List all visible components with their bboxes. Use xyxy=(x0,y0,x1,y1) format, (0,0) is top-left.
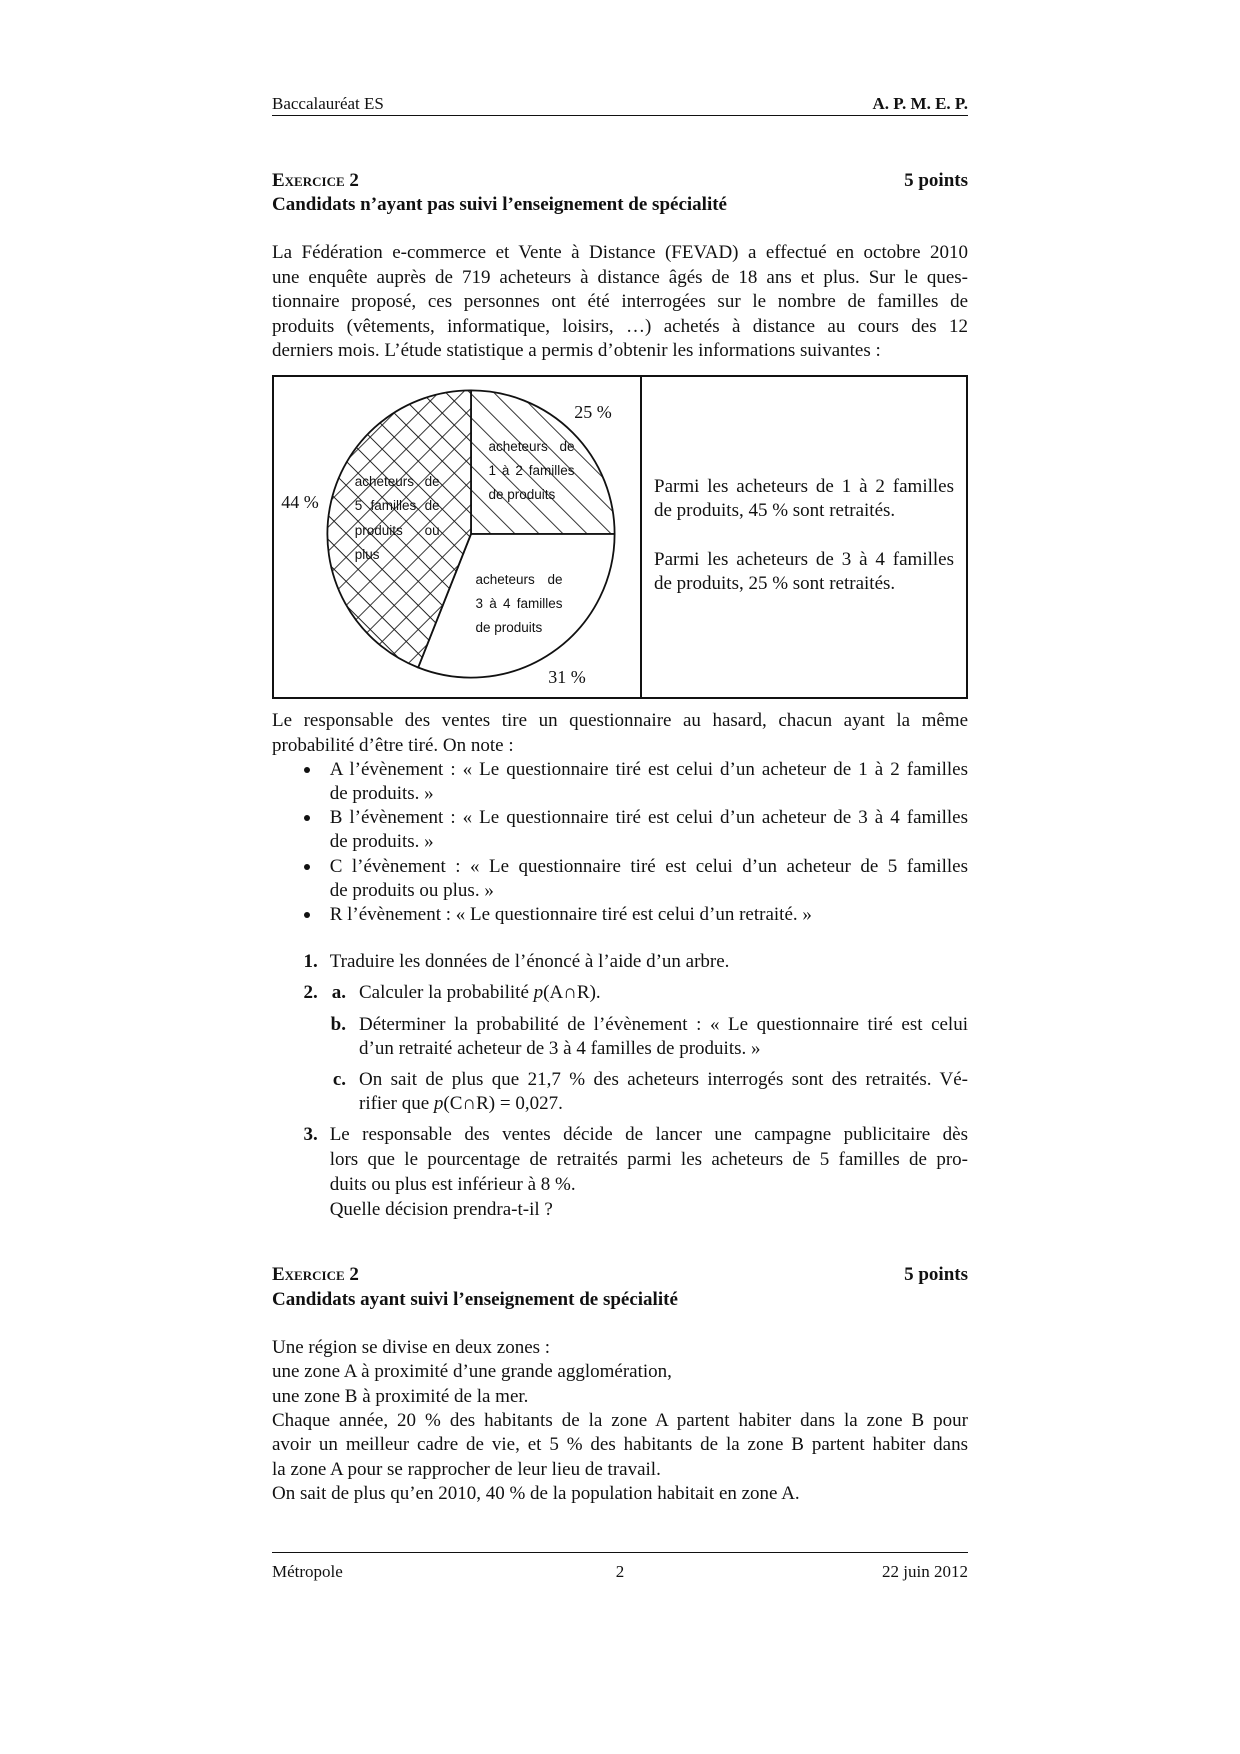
math-variable: p xyxy=(433,1093,444,1115)
subquestion-letter: a. xyxy=(331,982,346,1004)
question-2b xyxy=(330,1013,968,1061)
figure-divider xyxy=(640,377,642,697)
math-variable: p xyxy=(533,982,544,1004)
exercise1-intro xyxy=(272,241,968,364)
exercise1-heading xyxy=(272,169,968,193)
info-line: de produits, 45 % sont retraités. xyxy=(654,500,896,522)
pie-label-25: 25 % xyxy=(574,402,612,422)
exercise2-text xyxy=(272,1336,968,1507)
slice-caption-5-plus xyxy=(355,470,440,567)
question-2c xyxy=(332,1068,968,1116)
event-c xyxy=(330,855,968,903)
info-line: Parmi les acheteurs de 1 à 2 familles xyxy=(654,476,954,498)
bullet xyxy=(304,864,310,870)
slice-caption-1-2 xyxy=(489,435,575,507)
caption-line: 3 à 4 familles xyxy=(475,596,563,611)
exercise2-line: une zone B à proximité de la mer. xyxy=(272,1385,529,1407)
intro-line: tionnaire proposé, ces personnes ont été interrogées sur le nombre de familles de xyxy=(272,291,968,313)
event-a xyxy=(330,758,968,806)
caption-line: de produits xyxy=(488,487,556,502)
caption-line: acheteurs de xyxy=(354,474,440,489)
info-line: Parmi les acheteurs de 3 à 4 familles xyxy=(654,549,954,570)
pie-chart xyxy=(274,377,640,696)
running-header xyxy=(272,92,968,116)
event-line: de produits. » xyxy=(329,831,434,853)
exercise2-line: la zone A pour se rapprocher de leur lieu de travail. xyxy=(272,1458,661,1480)
caption-line: 1 à 2 familles xyxy=(488,463,575,478)
question-line: Quelle décision prendra-t-il ? xyxy=(329,1199,553,1221)
math-expression: (A∩R). xyxy=(543,982,601,1004)
pie-label-31: 31 % xyxy=(548,667,586,687)
event-line: R l’évènement : « Le questionnaire tiré est celui d’un retraité. » xyxy=(329,903,812,925)
event-line: de produits. » xyxy=(329,783,434,805)
exercise2-line: une zone A à proximité d’une grande agglomération, xyxy=(272,1361,672,1383)
header-title: Baccalauréat ES xyxy=(272,94,384,113)
caption-line: de produits xyxy=(475,620,543,635)
question-number: 2. xyxy=(303,982,318,1004)
footer-location: Métropole xyxy=(272,1562,343,1581)
slice-caption-3-4 xyxy=(476,568,563,640)
event-line: A l’évènement : « Le questionnaire tiré est celui d’un acheteur de 1 à 2 familles xyxy=(329,759,968,781)
question-1 xyxy=(303,950,968,974)
info-retirees-1-2 xyxy=(654,475,954,523)
exercise2-line: On sait de plus qu’en 2010, 40 % de la population habitait en zone A. xyxy=(272,1483,800,1505)
caption-line: produits ou xyxy=(354,522,440,538)
question-line: Déterminer la probabilité de l’évènement : « Le questionnaire tiré est celui xyxy=(359,1013,968,1035)
header-rule xyxy=(272,115,968,116)
page-footer xyxy=(272,1560,968,1584)
question-number: 1. xyxy=(303,950,318,972)
bullet xyxy=(304,815,310,821)
question-line: On sait de plus que 21,7 % des acheteurs interrogés sont des retraités. Vé- xyxy=(359,1069,968,1091)
pie-label-44: 44 % xyxy=(281,491,319,512)
draw-intro xyxy=(272,709,968,759)
bullet xyxy=(304,767,310,773)
question-2a xyxy=(331,981,968,1005)
page-number: 2 xyxy=(615,1562,625,1581)
footer-date: 22 juin 2012 xyxy=(882,1562,968,1581)
exercise2-heading xyxy=(272,1263,968,1287)
header-apmep: A. P. M. E. P. xyxy=(872,94,968,113)
caption-line: 5 familles de xyxy=(354,498,440,514)
exercise2-line: Chaque année, 20 % des habitants de la zone A partent habiter dans la zone B pour xyxy=(272,1410,968,1432)
event-r xyxy=(330,903,968,927)
question-text xyxy=(359,981,968,1005)
caption-line: acheteurs de xyxy=(475,572,563,587)
exercise1-title: Exercice 2 xyxy=(272,169,359,191)
question-line: Le responsable des ventes décide de lancer une campagne publicitaire dès xyxy=(329,1124,968,1146)
intro-line: derniers mois. L’étude statistique a permis d’obtenir les informations suivantes : xyxy=(272,340,881,362)
subquestion-letter: c. xyxy=(332,1069,346,1091)
exercise1-points: 5 points xyxy=(904,169,968,191)
subquestion-letter: b. xyxy=(330,1013,346,1035)
exercise2-line: avoir un meilleur cadre de vie, et 5 % des habitants de la zone B partent habiter dans xyxy=(272,1434,968,1456)
event-line: B l’évènement : « Le questionnaire tiré est celui d’un acheteur de 3 à 4 familles xyxy=(329,807,968,829)
exercise2-title: Exercice 2 xyxy=(272,1264,359,1286)
question-number: 3. xyxy=(303,1124,318,1146)
bullet xyxy=(304,912,310,918)
draw-intro-line: Le responsable des ventes tire un questionnaire au hasard, chacun ayant la même xyxy=(272,710,968,731)
intro-line: une enquête auprès de 719 acheteurs à distance âgés de 18 ans et plus. Sur le ques- xyxy=(272,266,968,288)
exercise2-subtitle: Candidats ayant suivi l’enseignement de spécialité xyxy=(272,1288,678,1310)
question-line: lors que le pourcentage de retraités parmi les acheteurs de 5 familles de pro- xyxy=(329,1149,968,1171)
info-retirees-3-4 xyxy=(654,548,954,596)
question-line: d’un retraité acheteur de 3 à 4 familles de produits. » xyxy=(359,1037,761,1059)
text-segment: rifier que xyxy=(359,1093,434,1115)
footer-rule xyxy=(272,1552,968,1553)
intro-line: La Fédération e-commerce et Vente à Distance (FEVAD) a effectué en octobre 2010 xyxy=(272,242,968,264)
question-3 xyxy=(303,1122,968,1222)
text-segment: Calculer la probabilité xyxy=(359,982,534,1004)
event-line: C l’évènement : « Le questionnaire tiré est celui d’un acheteur de 5 familles xyxy=(329,855,968,877)
caption-line: acheteurs de xyxy=(488,439,575,454)
exercise1-subtitle: Candidats n’ayant pas suivi l’enseignement de spécialité xyxy=(272,193,727,215)
event-line: de produits ou plus. » xyxy=(329,879,494,901)
exercise2-line: Une région se divise en deux zones : xyxy=(272,1336,551,1358)
math-expression: (C∩R) = 0,027. xyxy=(443,1093,563,1115)
intro-line: produits (vêtements, informatique, loisirs, …) achetés à distance au cours des 12 xyxy=(272,315,968,337)
draw-intro-line: probabilité d’être tiré. On note : xyxy=(272,734,514,756)
caption-line: plus xyxy=(354,546,380,562)
event-b xyxy=(330,806,968,854)
statistics-figure xyxy=(272,375,968,699)
question-line: duits ou plus est inférieur à 8 %. xyxy=(329,1174,576,1196)
question-line xyxy=(359,1092,968,1116)
exercise2-points: 5 points xyxy=(904,1264,968,1286)
question-text: Traduire les données de l’énoncé à l’aide d’un arbre. xyxy=(329,950,730,972)
info-line: de produits, 25 % sont retraités. xyxy=(654,573,896,594)
